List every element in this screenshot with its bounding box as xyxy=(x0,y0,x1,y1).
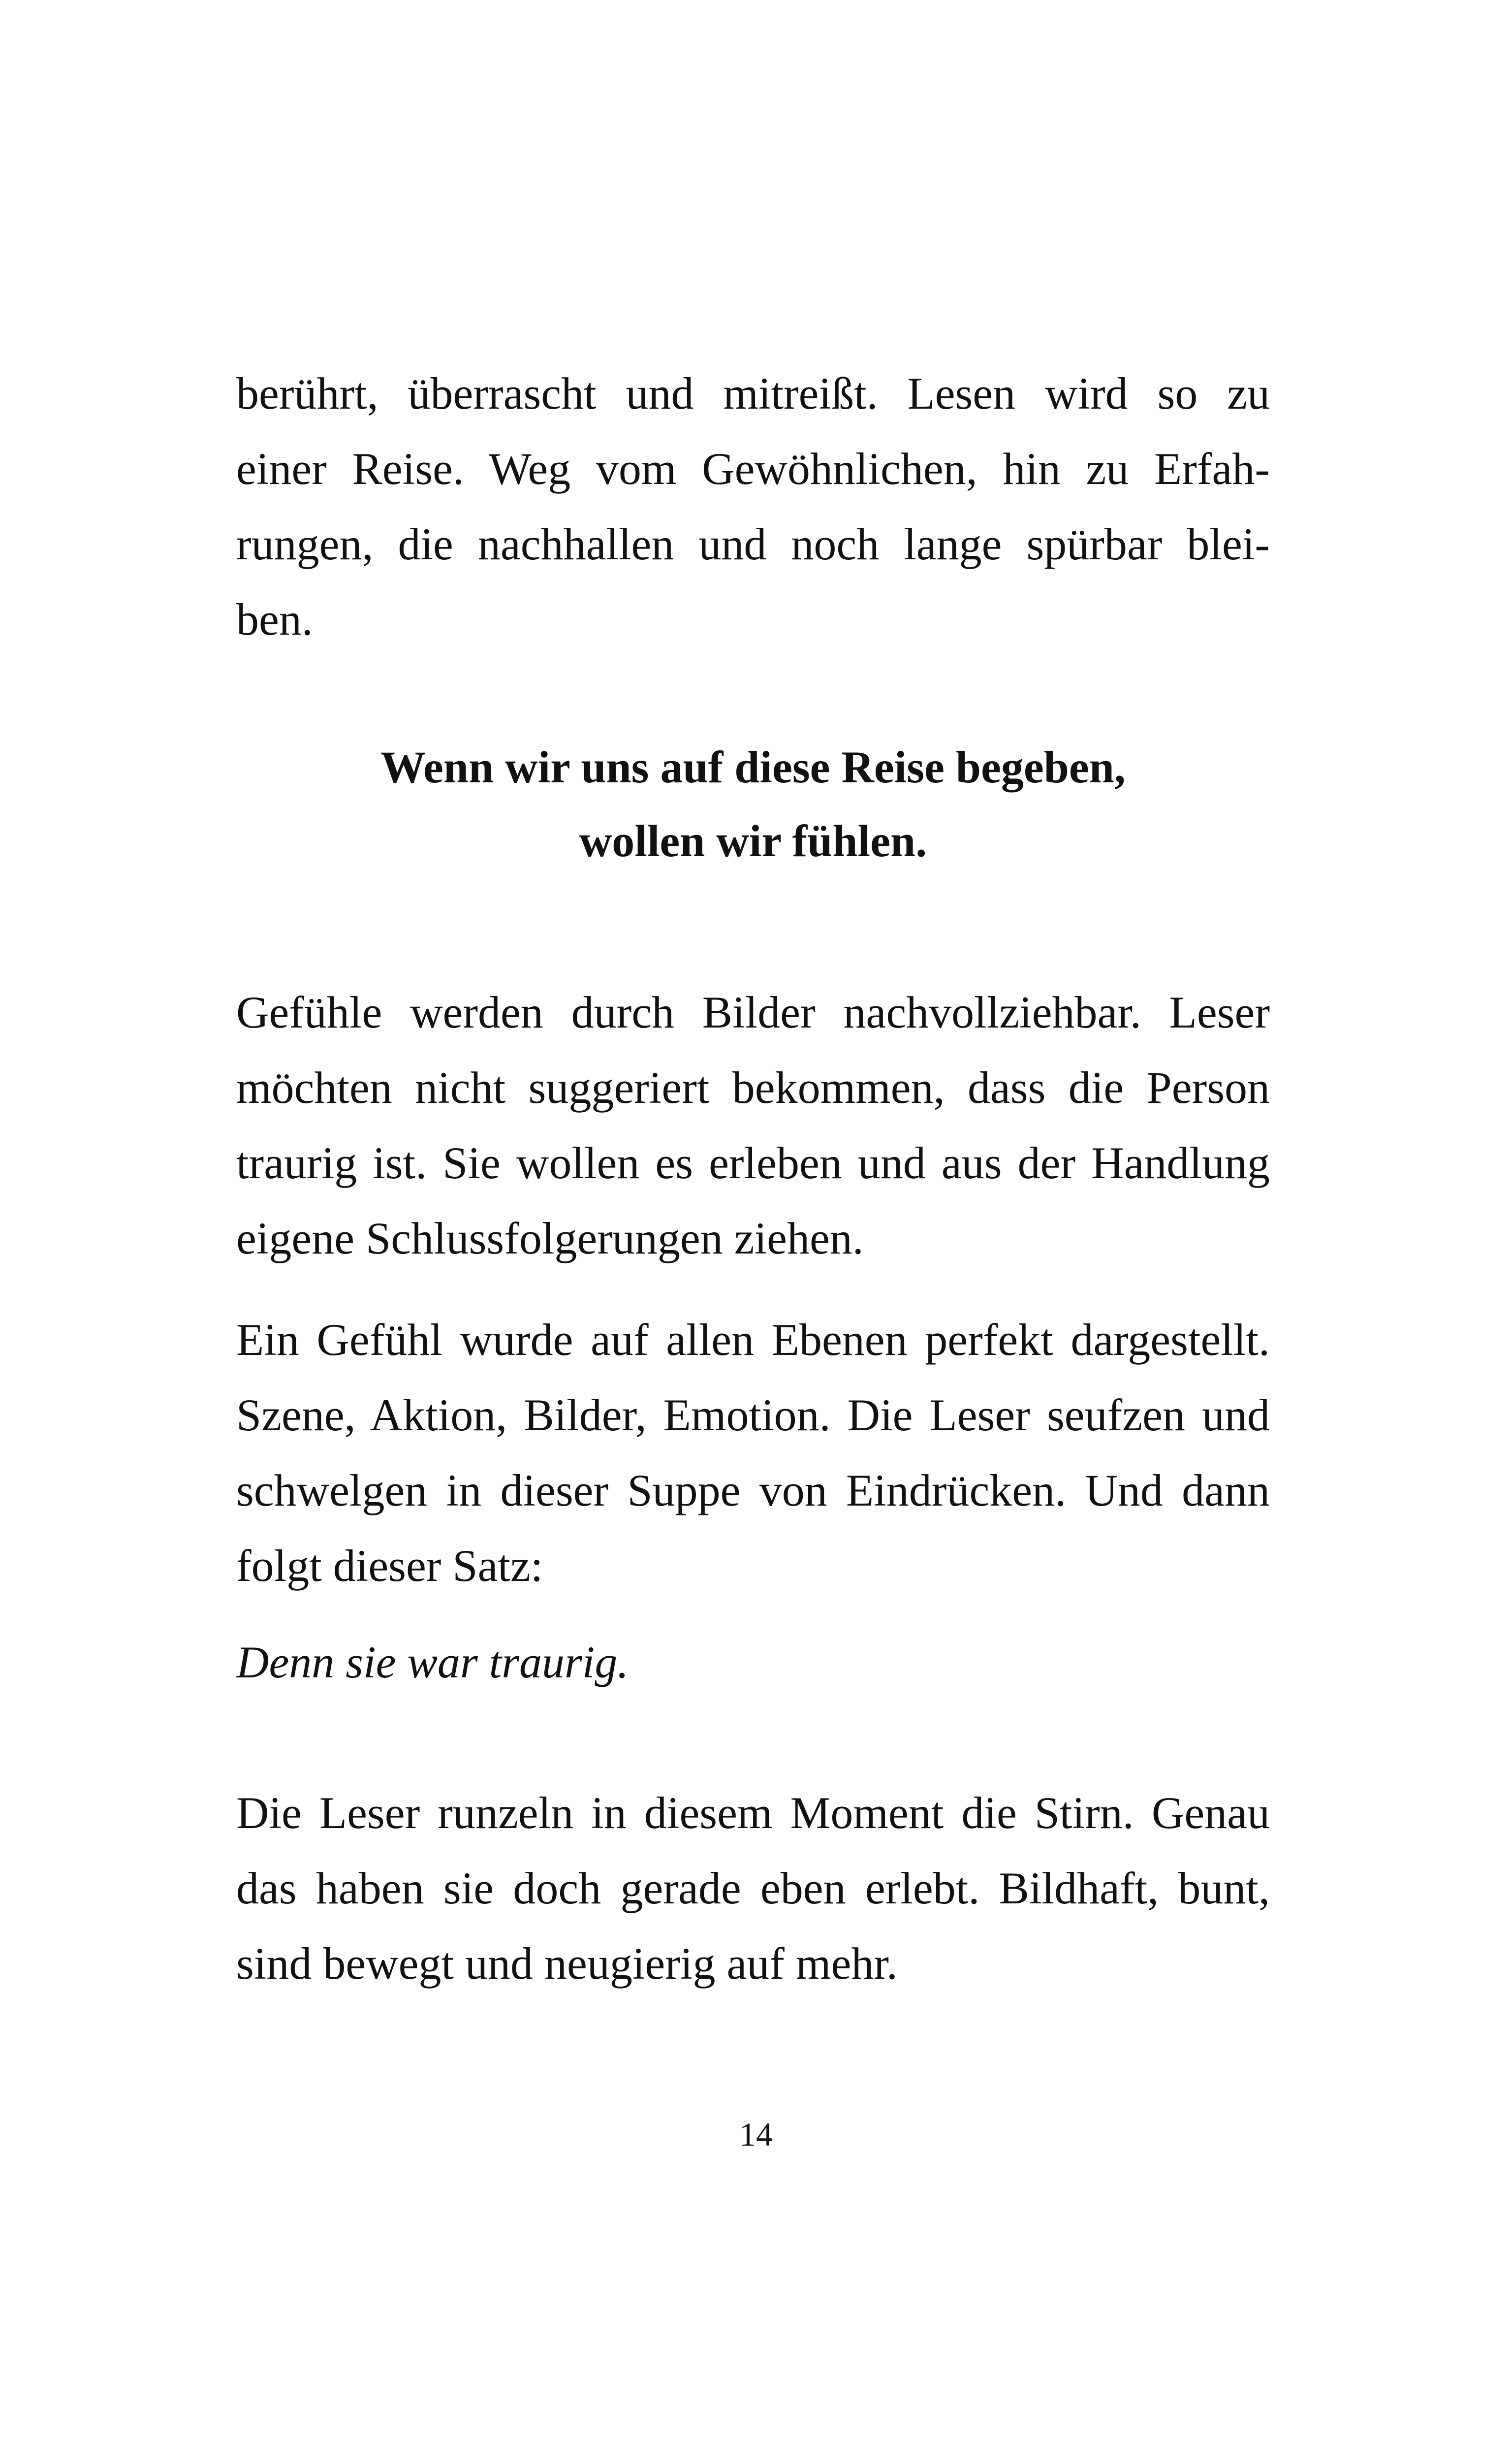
centered-heading xyxy=(236,730,1270,878)
paragraph-feelings xyxy=(236,975,1270,1276)
page-number: 14 xyxy=(739,2116,773,2153)
text-line: sind bewegt und neugierig auf mehr. xyxy=(236,1938,898,1989)
text-line: traurig ist. Sie wollen es erleben und aus der Handlung xyxy=(236,1138,1270,1188)
quote-line: Denn sie war traurig. xyxy=(236,1637,629,1687)
text-line: Gefühle werden durch Bilder nachvollziehbar. Leser xyxy=(236,987,1270,1037)
text-line: folgt dieser Satz: xyxy=(236,1541,543,1591)
text-line: ben. xyxy=(236,594,313,644)
paragraph-example xyxy=(236,1302,1270,1604)
text-line: Szene, Aktion, Bilder, Emotion. Die Leser seufzen und xyxy=(236,1390,1270,1440)
text-line: Die Leser runzeln in diesem Moment die Stirn. Genau xyxy=(236,1788,1270,1838)
text-line: möchten nicht suggeriert bekommen, dass die Person xyxy=(236,1062,1270,1113)
heading-line: wollen wir fühlen. xyxy=(579,816,927,866)
paragraph-journey xyxy=(236,356,1270,657)
italic-quote xyxy=(236,1625,1270,1700)
text-line: das haben sie doch gerade eben erlebt. Bildhaft, bunt, xyxy=(236,1863,1270,1913)
text-line: einer Reise. Weg vom Gewöhnlichen, hin zu Erfah- xyxy=(236,444,1270,494)
text-line: schwelgen in dieser Suppe von Eindrücken. Und dann xyxy=(236,1465,1270,1515)
heading-line: Wenn wir uns auf diese Reise begeben, xyxy=(380,742,1126,792)
text-line: berührt, überrascht und mitreißt. Lesen wird so zu xyxy=(236,368,1270,418)
text-line: Ein Gefühl wurde auf allen Ebenen perfekt dargestellt. xyxy=(236,1315,1270,1365)
paragraph-reaction xyxy=(236,1775,1270,2001)
text-line: rungen, die nachhallen und noch lange spürbar blei- xyxy=(236,519,1270,569)
text-line: eigene Schlussfolgerungen ziehen. xyxy=(236,1213,864,1263)
